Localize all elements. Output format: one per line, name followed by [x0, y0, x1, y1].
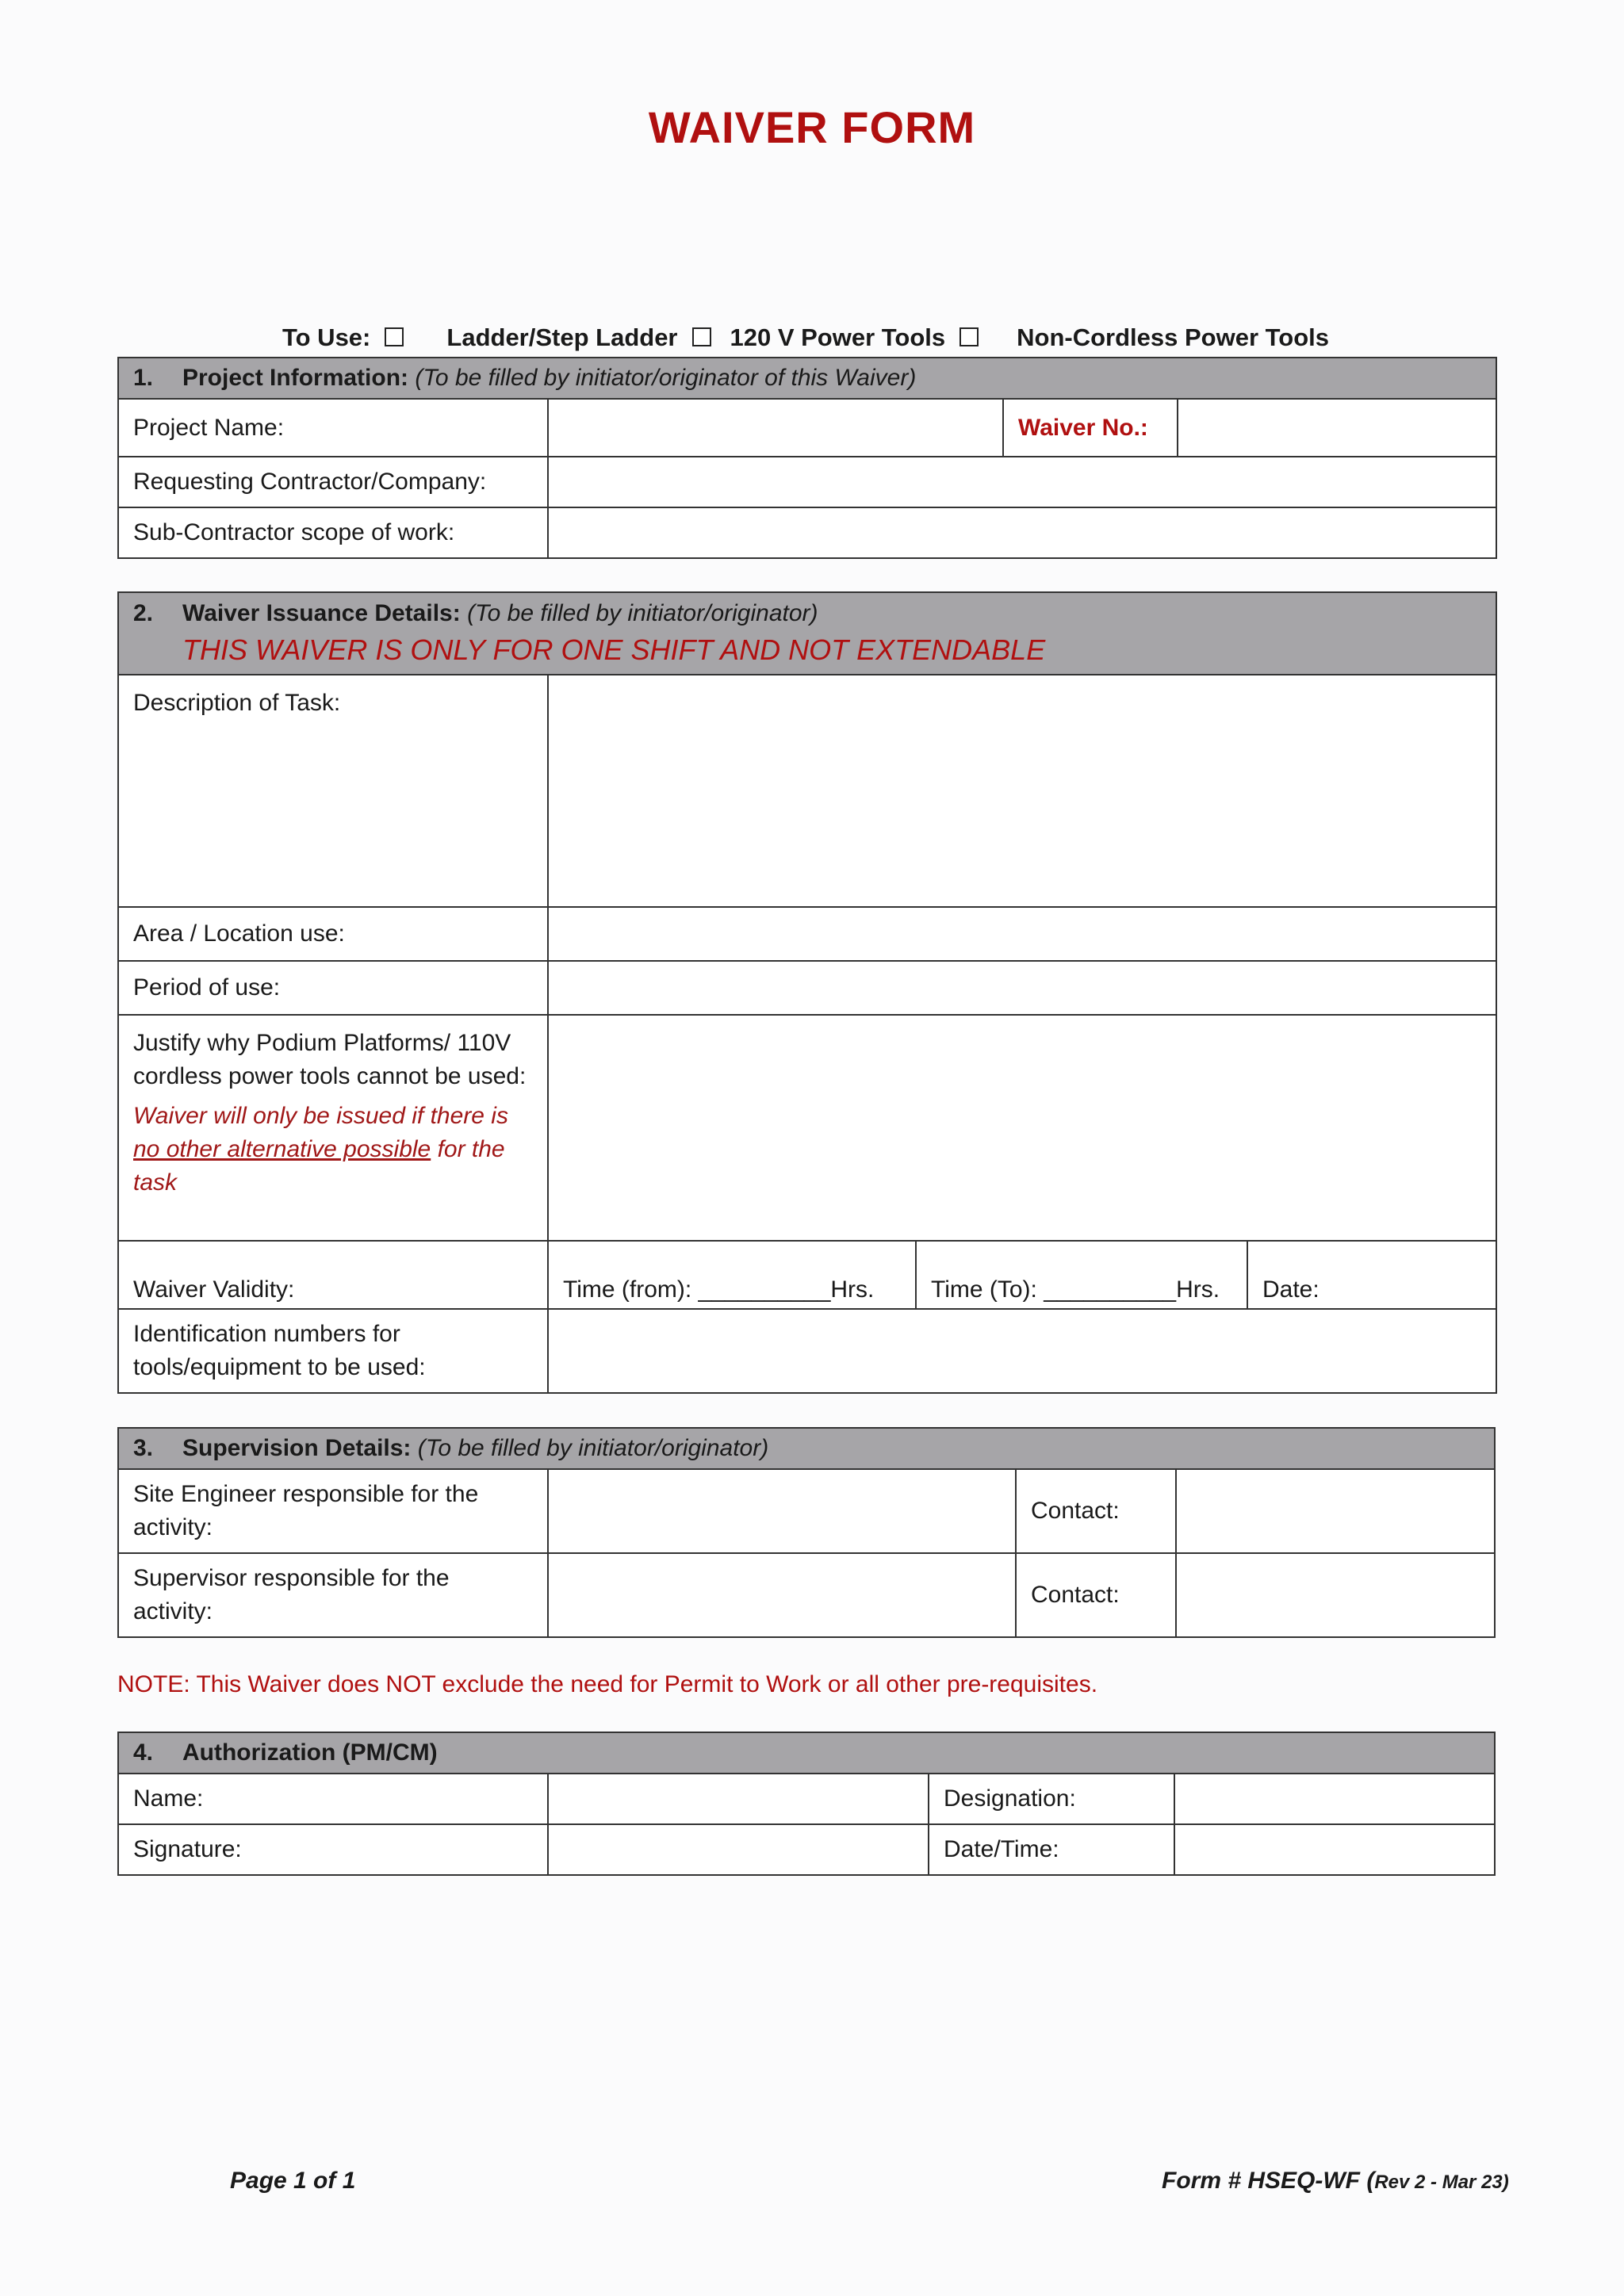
section-project-information — [117, 357, 1497, 559]
checkbox-120v-tools[interactable] — [692, 327, 711, 346]
form-number: Form # HSEQ-WF (Rev 2 - Mar 23) — [1162, 2168, 1509, 2194]
project-name-field[interactable] — [548, 399, 1003, 457]
waiver-no-label: Waiver No.: — [1003, 399, 1178, 457]
section1-heading: Project Information: — [182, 365, 409, 391]
section4-number: 4. — [133, 1739, 154, 1766]
section4-header — [118, 1732, 1495, 1774]
ident-field[interactable] — [548, 1309, 1496, 1393]
justify-cell — [118, 1015, 548, 1241]
datetime-label: Date/Time: — [929, 1824, 1174, 1875]
scope-label: Sub-Contractor scope of work: — [118, 507, 548, 558]
ident-label: Identification numbers for tools/equipment to be used: — [118, 1309, 548, 1393]
description-field[interactable] — [548, 675, 1496, 907]
area-label: Area / Location use: — [118, 907, 548, 961]
area-field[interactable] — [548, 907, 1496, 961]
contractor-field[interactable] — [548, 457, 1496, 507]
section1-subtitle: (To be filled by initiator/originator of this Waiver) — [415, 365, 917, 391]
form-title: WAIVER FORM — [648, 102, 976, 152]
section2-number: 2. — [133, 599, 154, 626]
engineer-contact-field[interactable] — [1176, 1469, 1495, 1553]
scope-field[interactable] — [548, 507, 1496, 558]
supervisor-field[interactable] — [548, 1553, 1016, 1637]
section3-heading: Supervision Details: — [182, 1435, 412, 1461]
contractor-label: Requesting Contractor/Company: — [118, 457, 548, 507]
period-label: Period of use: — [118, 961, 548, 1015]
checkbox-non-cordless-tools[interactable] — [959, 327, 979, 346]
option-120v-tools: 120 V Power Tools — [730, 323, 946, 351]
engineer-label: Site Engineer responsible for the activity: — [118, 1469, 548, 1553]
justify-label: Justify why Podium Platforms/ 110V cordless power tools cannot be used: — [133, 1030, 527, 1089]
designation-label: Designation: — [929, 1774, 1174, 1824]
supervisor-contact-field[interactable] — [1176, 1553, 1495, 1637]
section2-header — [118, 592, 1496, 675]
date-field[interactable]: Date: — [1247, 1241, 1496, 1309]
engineer-contact-label: Contact: — [1016, 1469, 1176, 1553]
supervisor-label: Supervisor responsible for the activity: — [118, 1553, 548, 1637]
justify-field[interactable] — [548, 1015, 1496, 1241]
permit-note: NOTE: This Waiver does NOT exclude the need for Permit to Work or all other pre-requisites. — [117, 1671, 1098, 1697]
checkbox-ladder[interactable] — [385, 327, 404, 346]
option-non-cordless-tools: Non-Cordless Power Tools — [1017, 323, 1329, 351]
auth-name-label: Name: — [118, 1774, 548, 1824]
justify-note: Waiver will only be issued if there is no other alternative possible for the task — [133, 1103, 508, 1196]
section-supervision — [117, 1427, 1496, 1638]
section1-number: 1. — [133, 365, 154, 391]
signature-field[interactable] — [548, 1824, 929, 1875]
time-to-field[interactable]: Time (To): __________Hrs. — [916, 1241, 1247, 1309]
to-use-row — [282, 323, 1329, 352]
section-authorization — [117, 1732, 1496, 1876]
section2-subtitle: (To be filled by initiator/originator) — [467, 599, 818, 626]
engineer-field[interactable] — [548, 1469, 1016, 1553]
one-shift-alert: THIS WAIVER IS ONLY FOR ONE SHIFT AND NOT EXTENDABLE — [182, 633, 1046, 666]
to-use-label: To Use: — [282, 323, 371, 351]
section1-header — [118, 358, 1496, 399]
section3-subtitle: (To be filled by initiator/originator) — [417, 1435, 769, 1461]
waiver-no-field[interactable] — [1178, 399, 1496, 457]
section3-header — [118, 1428, 1495, 1469]
description-label: Description of Task: — [118, 675, 548, 907]
validity-label: Waiver Validity: — [118, 1241, 548, 1309]
section4-heading: Authorization (PM/CM) — [182, 1739, 438, 1766]
time-from-field[interactable]: Time (from): __________Hrs. — [548, 1241, 916, 1309]
project-name-label: Project Name: — [118, 399, 548, 457]
designation-field[interactable] — [1174, 1774, 1495, 1824]
signature-label: Signature: — [118, 1824, 548, 1875]
period-field[interactable] — [548, 961, 1496, 1015]
datetime-field[interactable] — [1174, 1824, 1495, 1875]
section2-heading: Waiver Issuance Details: — [182, 599, 461, 626]
option-ladder: Ladder/Step Ladder — [446, 323, 678, 351]
page-number: Page 1 of 1 — [230, 2168, 356, 2194]
auth-name-field[interactable] — [548, 1774, 929, 1824]
section3-number: 3. — [133, 1435, 154, 1461]
supervisor-contact-label: Contact: — [1016, 1553, 1176, 1637]
section-waiver-issuance — [117, 591, 1497, 1394]
